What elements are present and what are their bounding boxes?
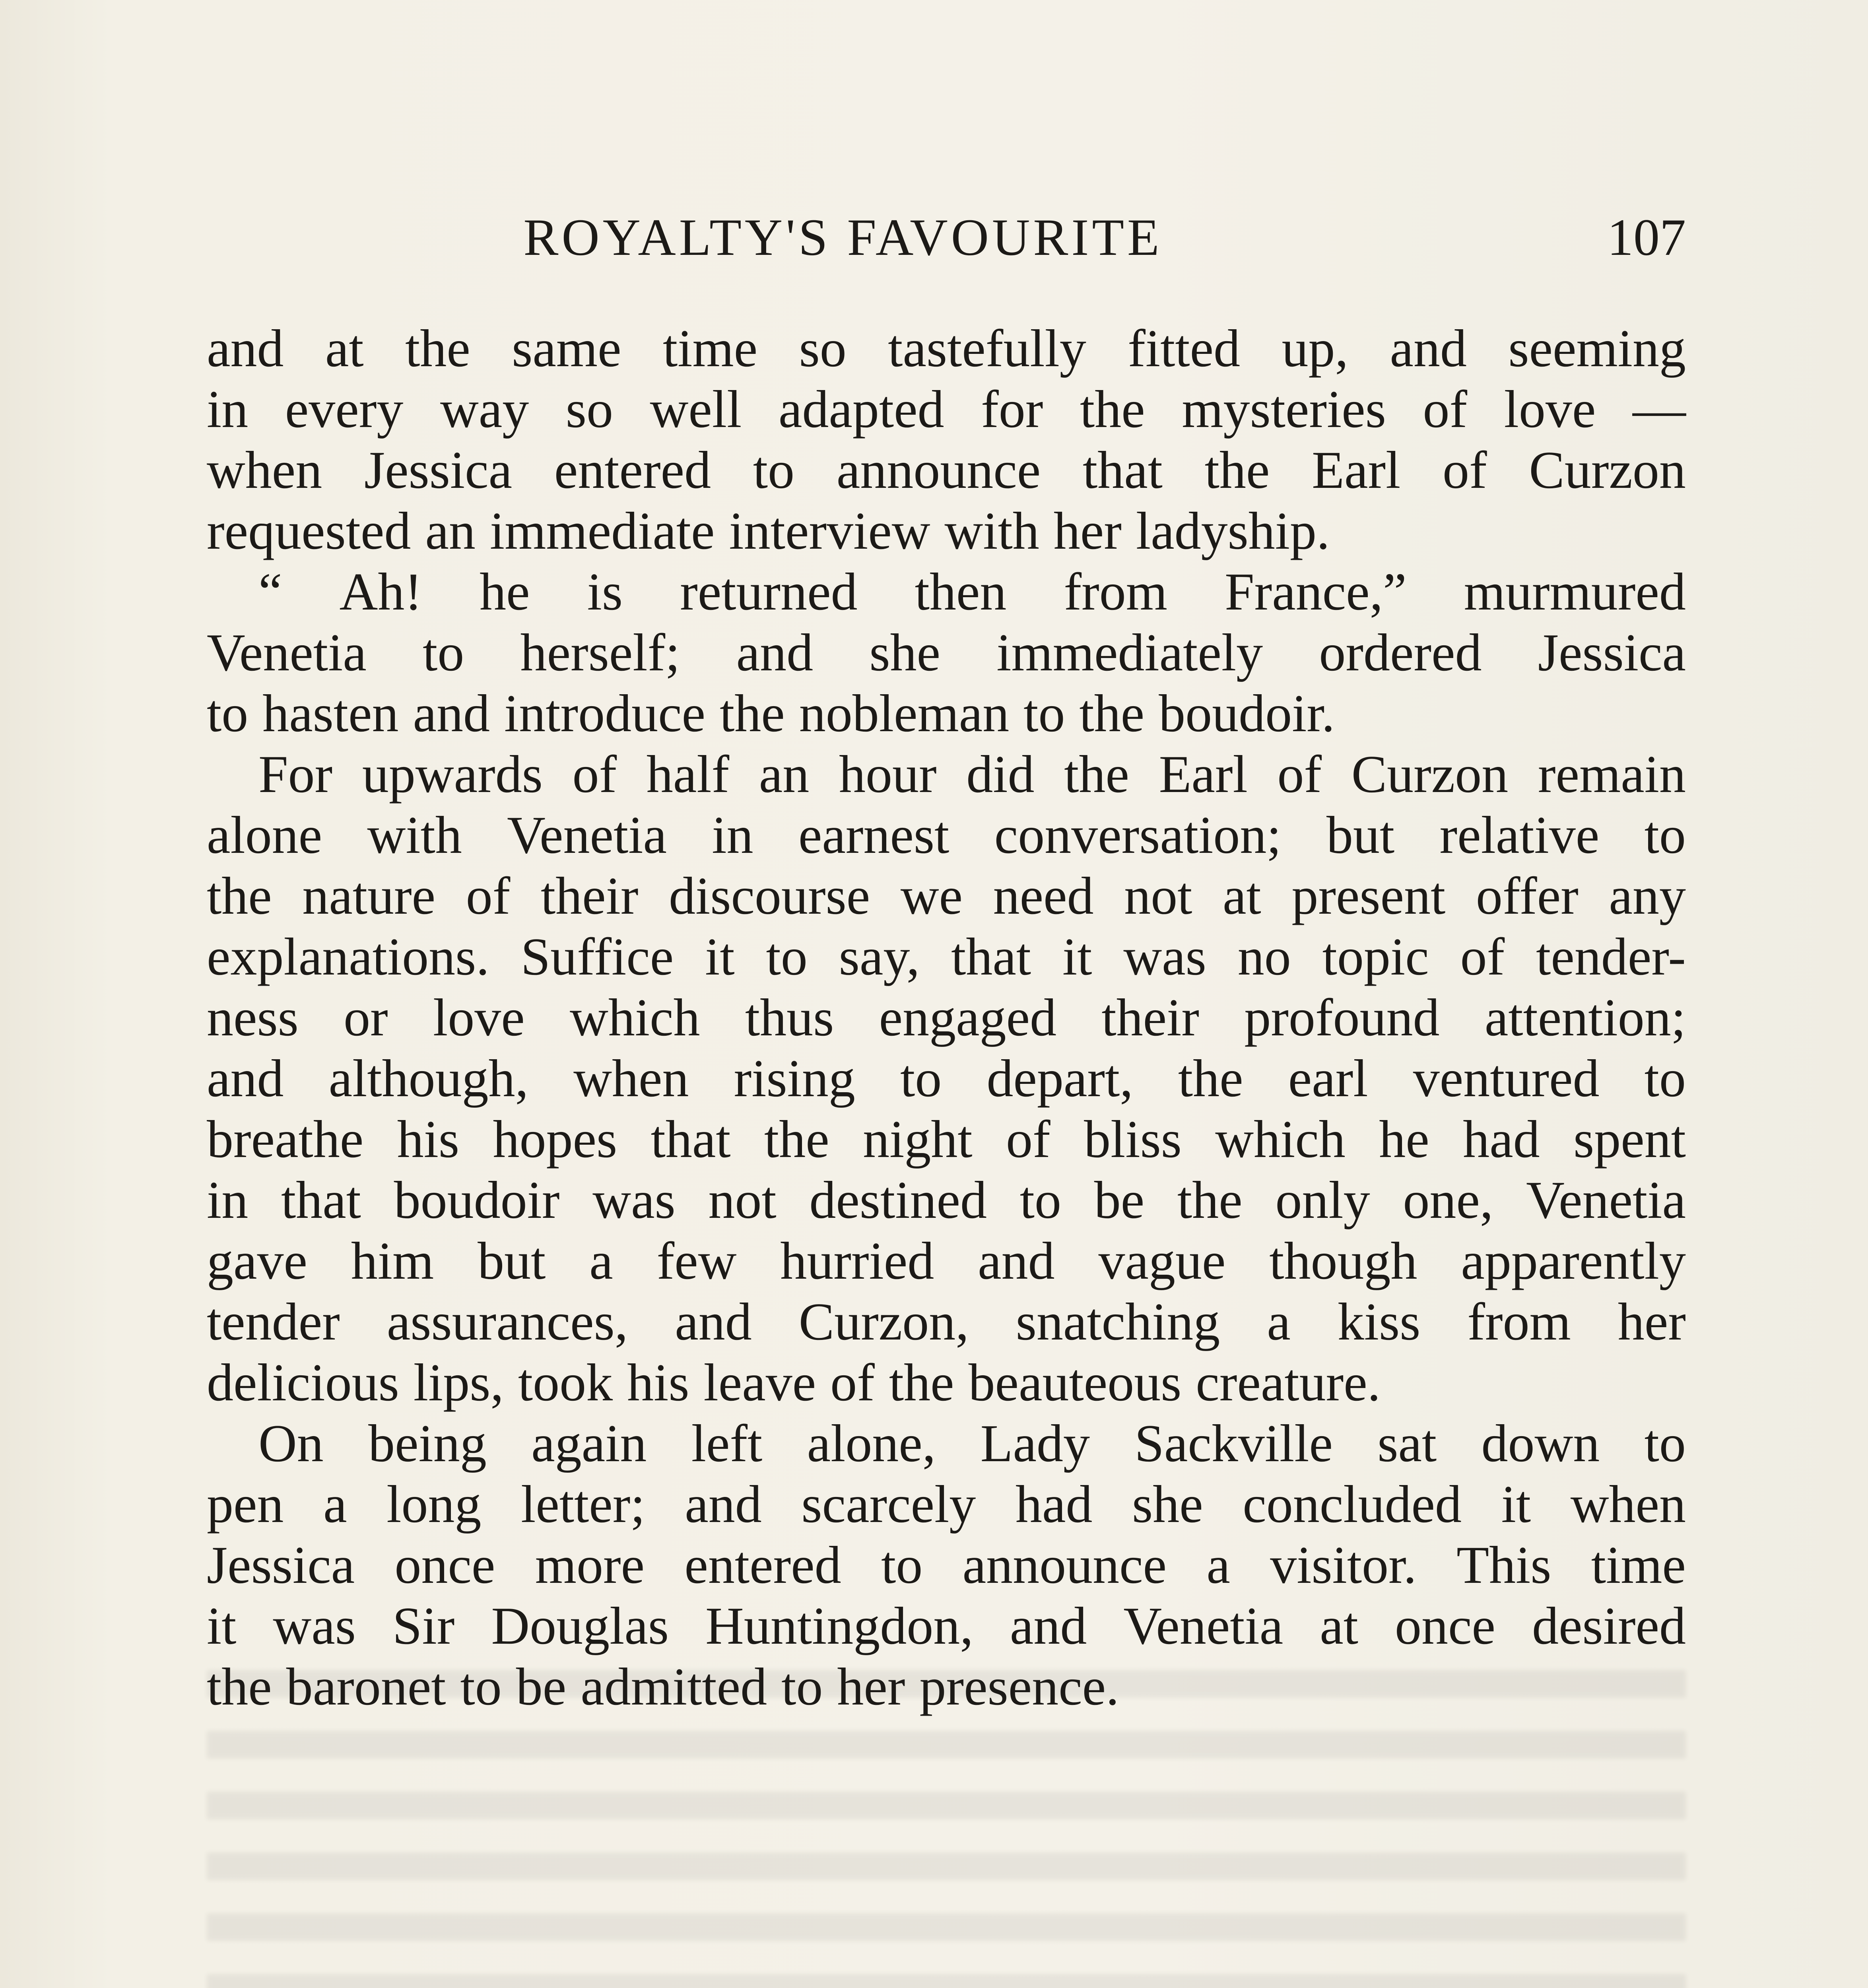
word: interview [729, 501, 930, 560]
word: the [1080, 380, 1145, 439]
word: with [367, 806, 462, 864]
word: say, [839, 927, 920, 986]
word: Earl [1312, 441, 1401, 499]
text-line [207, 987, 1686, 1048]
word: love [1504, 380, 1596, 439]
word: — [1633, 380, 1686, 439]
word: Sackville [1134, 1414, 1333, 1473]
word: earl [1288, 1049, 1368, 1108]
word: to [900, 1049, 942, 1108]
word: concluded [1243, 1475, 1462, 1534]
word: it [207, 1596, 237, 1655]
word: at [325, 319, 364, 378]
word: baronet [286, 1657, 446, 1716]
word: entered [554, 441, 711, 499]
text-line [207, 1656, 1686, 1717]
word: she [869, 623, 941, 682]
word: that [281, 1171, 361, 1229]
word: boudoir [394, 1171, 560, 1229]
word: his [397, 1110, 460, 1169]
word: the [1079, 684, 1145, 743]
word: scarcely [801, 1475, 976, 1534]
word: entered [684, 1536, 841, 1594]
word: pen [207, 1475, 284, 1534]
text-line [207, 561, 1686, 622]
word: him [351, 1231, 434, 1290]
text-line [207, 1352, 1686, 1413]
text-line [207, 1474, 1686, 1535]
word: for [981, 380, 1043, 439]
word: so [799, 319, 847, 378]
word: to [207, 684, 249, 743]
word: leave [703, 1353, 816, 1412]
word: topic [1322, 927, 1429, 986]
word: introduce [504, 684, 706, 743]
word: gave [207, 1231, 307, 1290]
word: attention; [1484, 988, 1686, 1047]
word: the [207, 866, 272, 925]
word: Ah! [339, 562, 422, 621]
word: ordered [1319, 623, 1482, 682]
word: more [535, 1536, 645, 1594]
bleed-through-text [207, 1670, 1686, 1988]
text-line [207, 318, 1686, 379]
word: or [344, 988, 388, 1047]
word: This [1456, 1536, 1551, 1594]
text-line [207, 683, 1686, 744]
word: and [413, 684, 490, 743]
word: fitted [1128, 319, 1241, 378]
word: admitted [581, 1657, 767, 1716]
word: requested [207, 501, 411, 560]
word: nobleman [799, 684, 1010, 743]
word: long [386, 1475, 482, 1534]
word: Huntingdon, [705, 1596, 973, 1655]
word: assurances, [386, 1292, 628, 1351]
word: Douglas [491, 1596, 669, 1655]
text-line [207, 501, 1686, 561]
word: thus [745, 988, 834, 1047]
word: she [1132, 1475, 1203, 1534]
word: from [1467, 1292, 1571, 1351]
word: to [1644, 1414, 1686, 1473]
word: conversation; [994, 806, 1282, 864]
word: announce [962, 1536, 1167, 1594]
word: the [720, 684, 785, 743]
word: same [512, 319, 621, 378]
word: night [863, 1110, 973, 1169]
word: offer [1476, 866, 1579, 925]
text-line [207, 1231, 1686, 1291]
word: depart, [986, 1049, 1133, 1108]
word: any [1609, 866, 1686, 925]
word: which [1215, 1110, 1346, 1169]
word: Lady [980, 1414, 1090, 1473]
word: tender- [1536, 927, 1686, 986]
word: visitor. [1270, 1536, 1417, 1594]
word: but [478, 1231, 546, 1290]
word: in [207, 380, 249, 439]
word: he [1379, 1110, 1429, 1169]
word: the [1178, 1049, 1243, 1108]
word: not [708, 1171, 777, 1229]
word: Jessica [364, 441, 513, 499]
word: then [915, 562, 1007, 621]
word: not [1124, 866, 1192, 925]
word: beauteous [968, 1353, 1182, 1412]
word: had [1463, 1110, 1540, 1169]
word: their [540, 866, 639, 925]
word: seeming [1508, 319, 1686, 378]
word: be [516, 1657, 567, 1716]
text-line [207, 1596, 1686, 1656]
word: to [766, 927, 808, 986]
word: that [951, 927, 1031, 986]
word: to [423, 623, 464, 682]
word: Venetia [1526, 1171, 1686, 1229]
word: hasten [262, 684, 399, 743]
word: remain [1538, 745, 1686, 804]
word: it [1501, 1475, 1531, 1534]
word: of [1460, 927, 1505, 986]
word: On [258, 1414, 324, 1473]
word: lips, [413, 1353, 504, 1412]
word: Curzon, [798, 1292, 969, 1351]
word: at [1320, 1596, 1358, 1655]
word: to [781, 1657, 823, 1716]
word: her [1053, 501, 1122, 560]
word: to [1644, 1049, 1686, 1108]
word: so [565, 380, 613, 439]
word: an [759, 745, 810, 804]
word: and [978, 1231, 1055, 1290]
word: adapted [778, 380, 944, 439]
word: of [830, 1353, 875, 1412]
text-line [207, 1413, 1686, 1474]
word: to [1644, 806, 1686, 864]
word: once [394, 1536, 495, 1594]
text-line [207, 379, 1686, 440]
word: time [663, 319, 758, 378]
word: we [900, 866, 963, 925]
word: the [1177, 1171, 1243, 1229]
word: of [1423, 380, 1468, 439]
word: vague [1098, 1231, 1226, 1290]
word: up, [1282, 319, 1349, 378]
word: boudoir. [1159, 684, 1335, 743]
word: a [1267, 1292, 1291, 1351]
word: left [691, 1414, 763, 1473]
word: he [480, 562, 530, 621]
word: immediately [996, 623, 1263, 682]
text-line [207, 1109, 1686, 1170]
word: Venetia [207, 623, 367, 682]
word: no [1237, 927, 1291, 986]
running-title: ROYALTY'S FAVOURITE [523, 208, 1163, 266]
word: when [1570, 1475, 1686, 1534]
word: that [650, 1110, 731, 1169]
word: was [592, 1171, 676, 1229]
word: and [1010, 1596, 1087, 1655]
word: apparently [1461, 1231, 1686, 1290]
word: alone, [807, 1414, 936, 1473]
word: a [1206, 1536, 1230, 1594]
word: from [1064, 562, 1167, 621]
word: to [753, 441, 795, 499]
word: of [1277, 745, 1322, 804]
word: the [207, 1657, 272, 1716]
word: of [1443, 441, 1487, 499]
word: their [1101, 988, 1199, 1047]
word: only [1275, 1171, 1370, 1229]
text-line [207, 622, 1686, 683]
word: to [460, 1657, 502, 1716]
word: announce [836, 441, 1041, 499]
word: discourse [669, 866, 870, 925]
text-line [207, 1291, 1686, 1352]
text-line [207, 805, 1686, 866]
word: her [1618, 1292, 1686, 1351]
word: “ [258, 562, 282, 621]
word: France,” [1225, 562, 1407, 621]
text-line [207, 1535, 1686, 1596]
word: at [1223, 866, 1261, 925]
word: it [1062, 927, 1092, 986]
word: Earl [1159, 745, 1248, 804]
word: nature [302, 866, 436, 925]
word: hour [839, 745, 937, 804]
word: the [405, 319, 470, 378]
word: ness [207, 988, 299, 1047]
word: to [1019, 1171, 1061, 1229]
word: rising [734, 1049, 855, 1108]
word: a [323, 1475, 347, 1534]
word: explanations. [207, 927, 489, 986]
word: tastefully [888, 319, 1086, 378]
word: Jessica [207, 1536, 355, 1594]
word: being [368, 1414, 487, 1473]
word: Jessica [1538, 623, 1686, 682]
word: Venetia [1123, 1596, 1284, 1655]
word: profound [1244, 988, 1440, 1047]
word: Venetia [507, 806, 667, 864]
word: kiss [1337, 1292, 1421, 1351]
word: and [736, 623, 814, 682]
word: but [1326, 806, 1395, 864]
word: earnest [798, 806, 950, 864]
word: herself; [520, 623, 680, 682]
word: was [1123, 927, 1206, 986]
word: presence. [919, 1657, 1119, 1716]
text-line [207, 1170, 1686, 1231]
word: immediate [489, 501, 715, 560]
word: Curzon [1529, 441, 1686, 499]
word: to [881, 1536, 923, 1594]
word: took [518, 1353, 613, 1412]
word: ventured [1413, 1049, 1600, 1108]
word: every [285, 380, 404, 439]
word: delicious [207, 1353, 399, 1412]
word: had [1015, 1475, 1093, 1534]
word: need [993, 866, 1094, 925]
word: Curzon [1351, 745, 1509, 804]
word: with [944, 501, 1039, 560]
word: although, [328, 1049, 529, 1108]
text-line [207, 1048, 1686, 1109]
word: and [207, 1049, 284, 1108]
word: the [1204, 441, 1270, 499]
word: half [646, 745, 730, 804]
word: breathe [207, 1110, 364, 1169]
running-head [207, 207, 1686, 278]
word: mysteries [1182, 380, 1386, 439]
word: her [837, 1657, 905, 1716]
word: sat [1377, 1414, 1437, 1473]
word: and [685, 1475, 762, 1534]
word: to [1023, 684, 1065, 743]
word: creature. [1196, 1353, 1381, 1412]
word: be [1094, 1171, 1145, 1229]
word: the [1064, 745, 1129, 804]
word: is [587, 562, 623, 621]
word: For [258, 745, 333, 804]
word: his [627, 1353, 689, 1412]
word: relative [1439, 806, 1600, 864]
word: ladyship. [1136, 501, 1330, 560]
word: and [207, 319, 284, 378]
text-line [207, 866, 1686, 926]
word: alone [207, 806, 322, 864]
word: hopes [493, 1110, 617, 1169]
word: and [1390, 319, 1467, 378]
word: destined [809, 1171, 987, 1229]
word: murmured [1464, 562, 1686, 621]
word: that [1082, 441, 1163, 499]
word: spent [1573, 1110, 1686, 1169]
word: Suffice [520, 927, 674, 986]
word: returned [680, 562, 858, 621]
text-line [207, 744, 1686, 805]
word: down [1481, 1414, 1600, 1473]
word: upwards [362, 745, 543, 804]
word: desired [1532, 1596, 1686, 1655]
word: which [570, 988, 700, 1047]
word: once [1395, 1596, 1495, 1655]
word: engaged [879, 988, 1057, 1047]
word: well [650, 380, 742, 439]
word: was [273, 1596, 356, 1655]
text-line [207, 440, 1686, 501]
word: present [1291, 866, 1446, 925]
word: a [589, 1231, 613, 1290]
word: again [531, 1414, 647, 1473]
word: it [705, 927, 735, 986]
word: bliss [1084, 1110, 1182, 1169]
word: one, [1403, 1171, 1493, 1229]
word: though [1269, 1231, 1418, 1290]
word: love [433, 988, 525, 1047]
word: tender [207, 1292, 340, 1351]
word: hurried [780, 1231, 934, 1290]
word: few [656, 1231, 737, 1290]
word: an [425, 501, 476, 560]
word: when [207, 441, 322, 499]
word: of [1006, 1110, 1051, 1169]
word: in [207, 1171, 249, 1229]
word: of [466, 866, 511, 925]
page-number: 107 [1607, 208, 1686, 266]
word: letter; [521, 1475, 645, 1534]
word: the [889, 1353, 954, 1412]
word: and [675, 1292, 752, 1351]
word: in [712, 806, 753, 864]
word: time [1591, 1536, 1686, 1594]
word: of [572, 745, 617, 804]
word: Sir [392, 1596, 455, 1655]
word: when [573, 1049, 689, 1108]
word: way [440, 380, 529, 439]
word: did [966, 745, 1035, 804]
body-text [207, 318, 1686, 1717]
word: snatching [1016, 1292, 1220, 1351]
text-line [207, 926, 1686, 987]
word: the [764, 1110, 829, 1169]
